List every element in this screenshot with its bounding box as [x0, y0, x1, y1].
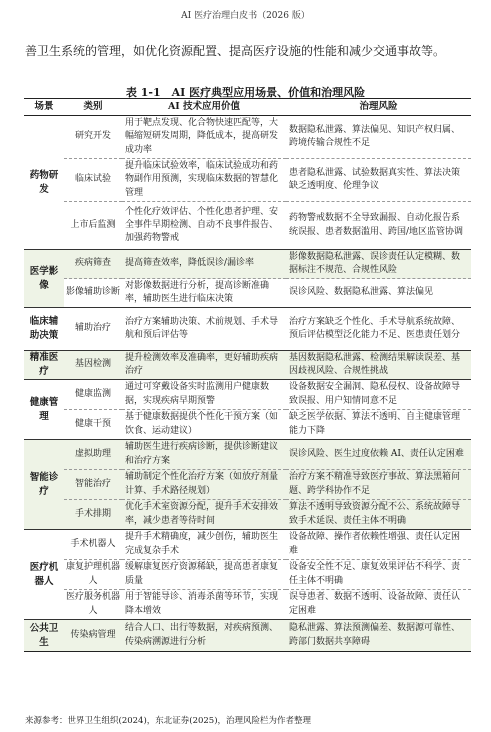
scene-cell: 临床辅助决策	[24, 308, 64, 351]
table-row	[24, 308, 471, 351]
value-cell: 基于健康数据提供个性化干预方案（如饮食、运动建议）	[122, 410, 286, 440]
risk-cell: 药物警戒数据不全导致漏报、自动化报告系统误报、患者数据滥用、跨国/地区监管协调	[286, 202, 471, 250]
risk-cell: 设备安全性不足、康复效果评估不科学、责任主体不明确	[286, 560, 471, 590]
risk-cell: 患者隐私泄露、试验数据真实性、算法决策缺乏透明度、伦理争议	[286, 159, 471, 202]
risk-cell: 治疗方案不精准导致医疗事故、算法黑箱问题、跨学科协作不足	[286, 470, 471, 500]
risk-cell: 误诊风险、数据隐私泄露、算法偏见	[286, 279, 471, 308]
risk-cell: 影像数据隐私泄露、误诊责任认定模糊、数据标注不规范、合规性风险	[286, 250, 471, 279]
category-cell: 临床试验	[64, 159, 122, 202]
category-cell: 影像辅助诊断	[64, 279, 122, 308]
category-cell: 辅助治疗	[64, 308, 122, 351]
value-cell: 治疗方案辅助决策、术前规划、手术导航和预后评估等	[122, 308, 286, 351]
category-cell: 上市后监测	[64, 202, 122, 250]
category-cell: 康复护理机器人	[64, 560, 122, 590]
table-row	[24, 470, 471, 500]
header-ai-value: AI 技术应用价值	[122, 99, 286, 116]
table-row	[24, 440, 471, 470]
value-cell: 个性化疗效评估、个性化患者护理、安全事件早期检测、自动不良事件报告、加强药物警戒	[122, 202, 286, 250]
table-row	[24, 202, 471, 250]
table-row	[24, 279, 471, 308]
scene-cell: 智能诊疗	[24, 440, 64, 530]
risk-cell: 误导患者、数据不透明、设备故障、责任认定困难	[286, 590, 471, 620]
header-category: 类别	[64, 99, 122, 116]
value-cell: 结合人口、出行等数据，对疾病预测、传染病溯源进行分析	[122, 620, 286, 652]
risk-cell: 缺乏医学依据、算法不透明、自主健康管理能力下降	[286, 410, 471, 440]
category-cell: 虚拟助理	[64, 440, 122, 470]
running-head: AI 医疗治理白皮书（2026 版）	[181, 11, 310, 21]
table-row	[24, 351, 471, 380]
value-cell: 辅助医生进行疾病诊断，提供诊断建议和治疗方案	[122, 440, 286, 470]
category-cell: 医疗服务机器人	[64, 590, 122, 620]
category-cell: 疾病筛查	[64, 250, 122, 279]
table-row	[24, 250, 471, 279]
risk-cell: 设备故障、操作者依赖性增强、责任认定困难	[286, 530, 471, 560]
value-cell: 提升临床试验效率，临床试验成功和药物副作用预测，实现临床数据的智慧化管理	[122, 159, 286, 202]
value-cell: 提升手术精确度，减少创伤，辅助医生完成复杂手术	[122, 530, 286, 560]
table-caption: 表 1-1 AI 医疗典型应用场景、价值和治理风险	[125, 86, 366, 99]
category-cell: 手术机器人	[64, 530, 122, 560]
value-cell: 用于智能导诊、消毒杀菌等环节，实现降本增效	[122, 590, 286, 620]
scene-cell: 健康管理	[24, 380, 64, 440]
table-row	[24, 560, 471, 590]
table-row	[24, 620, 471, 652]
source-note: 来源参考：世界卫生组织(2024)，东北证券(2025)，治理风险栏为作者整理	[25, 716, 312, 726]
scene-cell: 医疗机器人	[24, 530, 64, 620]
category-cell: 健康监测	[64, 380, 122, 410]
table-row	[24, 159, 471, 202]
table-row	[24, 116, 471, 159]
header-scene: 场景	[24, 99, 64, 116]
value-cell: 用于靶点发现、化合物快速匹配等，大幅缩短研发周期，降低成本，提高研发成功率	[122, 116, 286, 159]
category-cell: 研究开发	[64, 116, 122, 159]
value-cell: 提高筛查效率，降低误诊/漏诊率	[122, 250, 286, 279]
risk-cell: 治疗方案缺乏个性化、手术导航系统故障、预后评估模型泛化能力不足、医患责任划分	[286, 308, 471, 351]
risk-cell: 数据隐私泄露、算法偏见、知识产权归属、跨境传输合规性不足	[286, 116, 471, 159]
category-cell: 手术排期	[64, 500, 122, 530]
scene-cell: 精准医疗	[24, 351, 64, 380]
table-row	[24, 590, 471, 620]
table-row	[24, 410, 471, 440]
category-cell: 智能治疗	[64, 470, 122, 500]
value-cell: 通过可穿戴设备实时监测用户健康数据，实现疾病早期预警	[122, 380, 286, 410]
risk-cell: 误诊风险、医生过度依赖 AI、责任认定困难	[286, 440, 471, 470]
intro-paragraph: 善卫生系统的管理，如优化资源配置、提高医疗设施的性能和减少交通事故等。	[25, 44, 446, 58]
risk-cell: 隐私泄露、算法预测偏差、数据源可靠性、跨部门数据共享障碍	[286, 620, 471, 652]
value-cell: 缓解康复医疗资源稀缺，提高患者康复质量	[122, 560, 286, 590]
value-cell: 对影像数据进行分析，提高诊断准确率，辅助医生进行临床决策	[122, 279, 286, 308]
table-header-row	[24, 99, 471, 116]
value-cell: 优化手术室资源分配，提升手术安排效率，减少患者等待时间	[122, 500, 286, 530]
table-row	[24, 530, 471, 560]
risk-cell: 算法不透明导致资源分配不公、系统故障导致手术延误、责任主体不明确	[286, 500, 471, 530]
table-row	[24, 380, 471, 410]
table-row	[24, 500, 471, 530]
scene-cell: 药物研发	[24, 116, 64, 250]
value-cell: 辅助制定个性化治疗方案（如放疗剂量计算、手术路径规划）	[122, 470, 286, 500]
category-cell: 基因检测	[64, 351, 122, 380]
value-cell: 提升检测效率及准确率，更好辅助疾病治疗	[122, 351, 286, 380]
risk-cell: 设备数据安全漏洞、隐私侵权、设备故障导致误报、用户知情同意不足	[286, 380, 471, 410]
risk-cell: 基因数据隐私泄露、检测结果解读误差、基因歧视风险、合规性挑战	[286, 351, 471, 380]
category-cell: 健康干预	[64, 410, 122, 440]
category-cell: 传染病管理	[64, 620, 122, 652]
ai-medical-risk-table	[24, 98, 471, 652]
header-governance-risk: 治理风险	[286, 99, 471, 116]
scene-cell: 医学影像	[24, 250, 64, 308]
scene-cell: 公共卫生	[24, 620, 64, 652]
